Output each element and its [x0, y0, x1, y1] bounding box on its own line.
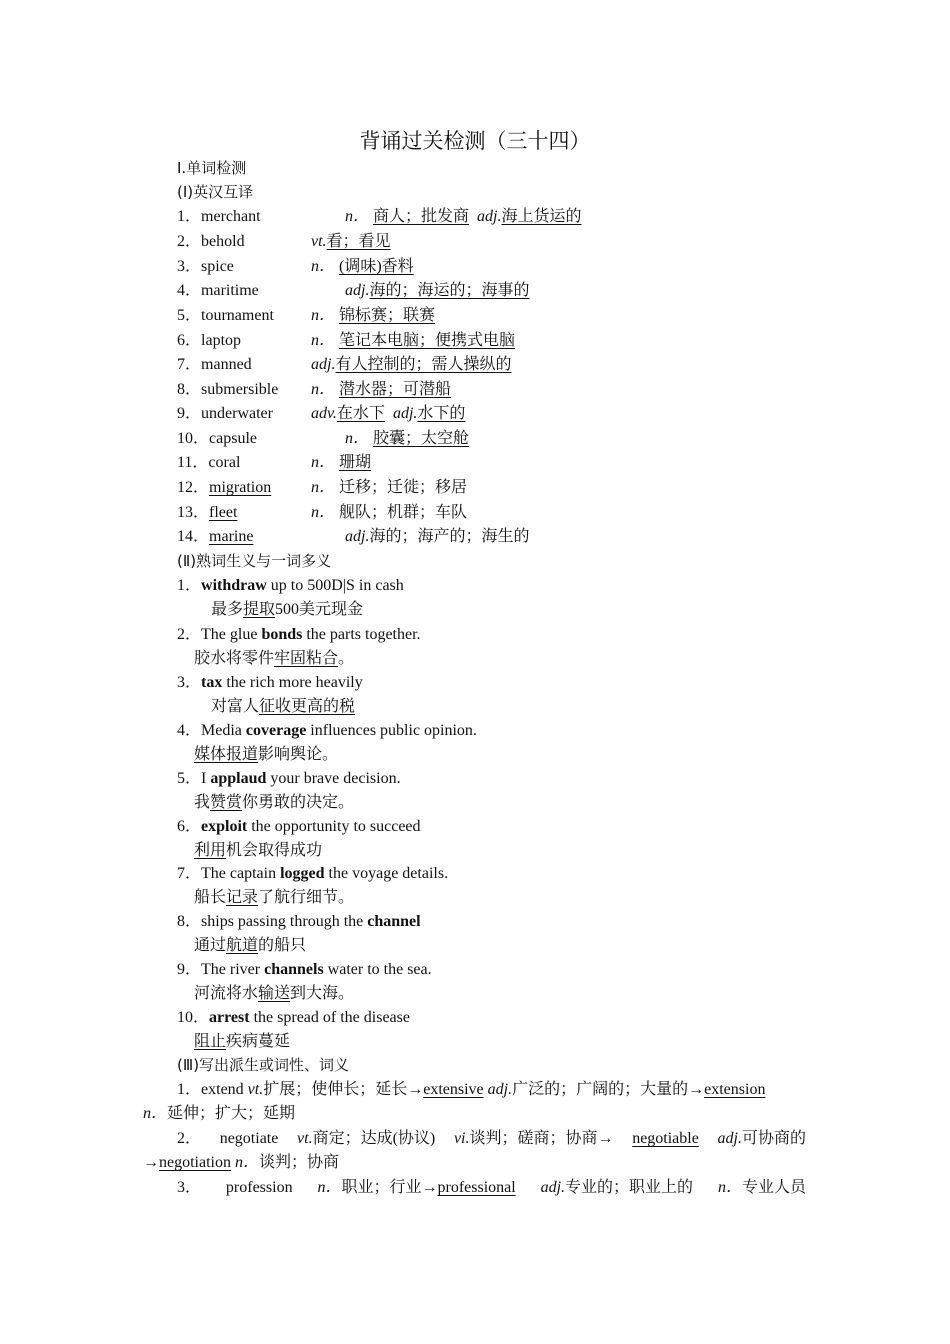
sentence-en: 10．arrest the spread of the disease	[177, 1009, 410, 1026]
sentence-en: 1．withdraw up to 500D|S in cash	[177, 577, 404, 594]
part1-heading: (Ⅰ)英汉互译	[177, 183, 254, 201]
vocab-definition: adj.有人控制的；需人操纵的	[311, 356, 512, 373]
vocab-item: 6．laptop	[177, 332, 242, 349]
vocab-definition: n． 迁移；迁徙；移居	[311, 479, 468, 496]
derivation-item: 1．extend vt.扩展；使伸长；延长→extensive adj.广泛的；广阔的；大量的→extension	[177, 1081, 766, 1098]
derivation-item-cont: →negotiation n．谈判；协商	[143, 1154, 340, 1171]
sentence-zh: 河流将水输送到大海。	[194, 985, 355, 1002]
sentence-zh: 我赞赏你勇敢的决定。	[194, 794, 355, 811]
part2-heading: (Ⅱ)熟词生义与一词多义	[177, 552, 332, 570]
vocab-item: 13．fleet	[177, 504, 238, 521]
vocab-definition: vt.看；看见	[311, 233, 391, 250]
sentence-zh: 最多提取500美元现金	[211, 601, 364, 618]
sentence-zh: 媒体报道影响舆论。	[194, 746, 339, 763]
sentence-zh: 胶水将零件牢固粘合。	[194, 650, 355, 667]
section-heading-vocabulary: Ⅰ.单词检测	[177, 159, 247, 177]
vocab-definition: adv.在水下 adj.水下的	[311, 405, 466, 422]
page-title: 背诵过关检测（三十四）	[359, 129, 591, 153]
sentence-zh: 阻止疾病蔓延	[194, 1033, 291, 1050]
sentence-zh: 船长记录了航行细节。	[194, 889, 355, 906]
vocab-definition: n． 舰队；机群；车队	[311, 504, 468, 521]
derivation-item: 3． profession n．职业；行业→professional adj.专业的；职业上的 n．专业人员	[177, 1179, 806, 1196]
vocab-definition: n． 笔记本电脑；便携式电脑	[311, 332, 516, 349]
sentence-zh: 利用机会取得成功	[194, 842, 323, 859]
sentence-en: 6．exploit the opportunity to succeed	[177, 818, 421, 835]
vocab-item: 2．behold	[177, 233, 245, 250]
vocab-item: 5．tournament	[177, 307, 274, 324]
sentence-en: 9．The river channels water to the sea.	[177, 961, 432, 978]
sentence-zh: 通过航道的船只	[194, 937, 307, 954]
vocab-definition: n． 商人；批发商 adj.海上货运的	[345, 208, 582, 225]
derivation-item-cont: n．延伸；扩大；延期	[143, 1105, 296, 1122]
vocab-item: 11．coral	[177, 454, 241, 471]
sentence-en: 4．Media coverage influences public opinion.	[177, 722, 477, 739]
vocab-item: 4．maritime	[177, 282, 259, 299]
part3-heading: (Ⅲ)写出派生或词性、词义	[177, 1056, 350, 1074]
sentence-en: 5．I applaud your brave decision.	[177, 770, 401, 787]
vocab-definition: n． 潜水器；可潜船	[311, 381, 452, 398]
vocab-definition: adj.海的；海产的；海生的	[345, 528, 530, 545]
vocab-item: 10．capsule	[177, 430, 257, 447]
vocab-item: 7．manned	[177, 356, 252, 373]
vocab-item: 12．migration	[177, 479, 272, 496]
vocab-item: 14．marine	[177, 528, 254, 545]
vocab-item: 8．submersible	[177, 381, 279, 398]
sentence-en: 7．The captain logged the voyage details.	[177, 865, 449, 882]
vocab-definition: n． (调味)香料	[311, 258, 414, 275]
derivation-item: 2． negotiate vt.商定；达成(协议) vi.谈判；磋商；协商→ negotiable adj.可协商的	[177, 1130, 806, 1147]
vocab-item: 1．merchant	[177, 208, 261, 225]
vocab-definition: adj.海的；海运的；海事的	[345, 282, 530, 299]
vocab-definition: n． 珊瑚	[311, 454, 372, 471]
vocab-definition: n． 胶囊；太空舱	[345, 430, 470, 447]
sentence-en: 8．ships passing through the channel	[177, 913, 421, 930]
vocab-item: 9．underwater	[177, 405, 273, 422]
vocab-definition: n． 锦标赛；联赛	[311, 307, 436, 324]
sentence-en: 2．The glue bonds the parts together.	[177, 626, 421, 643]
sentence-zh: 对富人征收更高的税	[211, 698, 356, 715]
vocab-item: 3．spice	[177, 258, 234, 275]
sentence-en: 3．tax the rich more heavily	[177, 674, 363, 691]
